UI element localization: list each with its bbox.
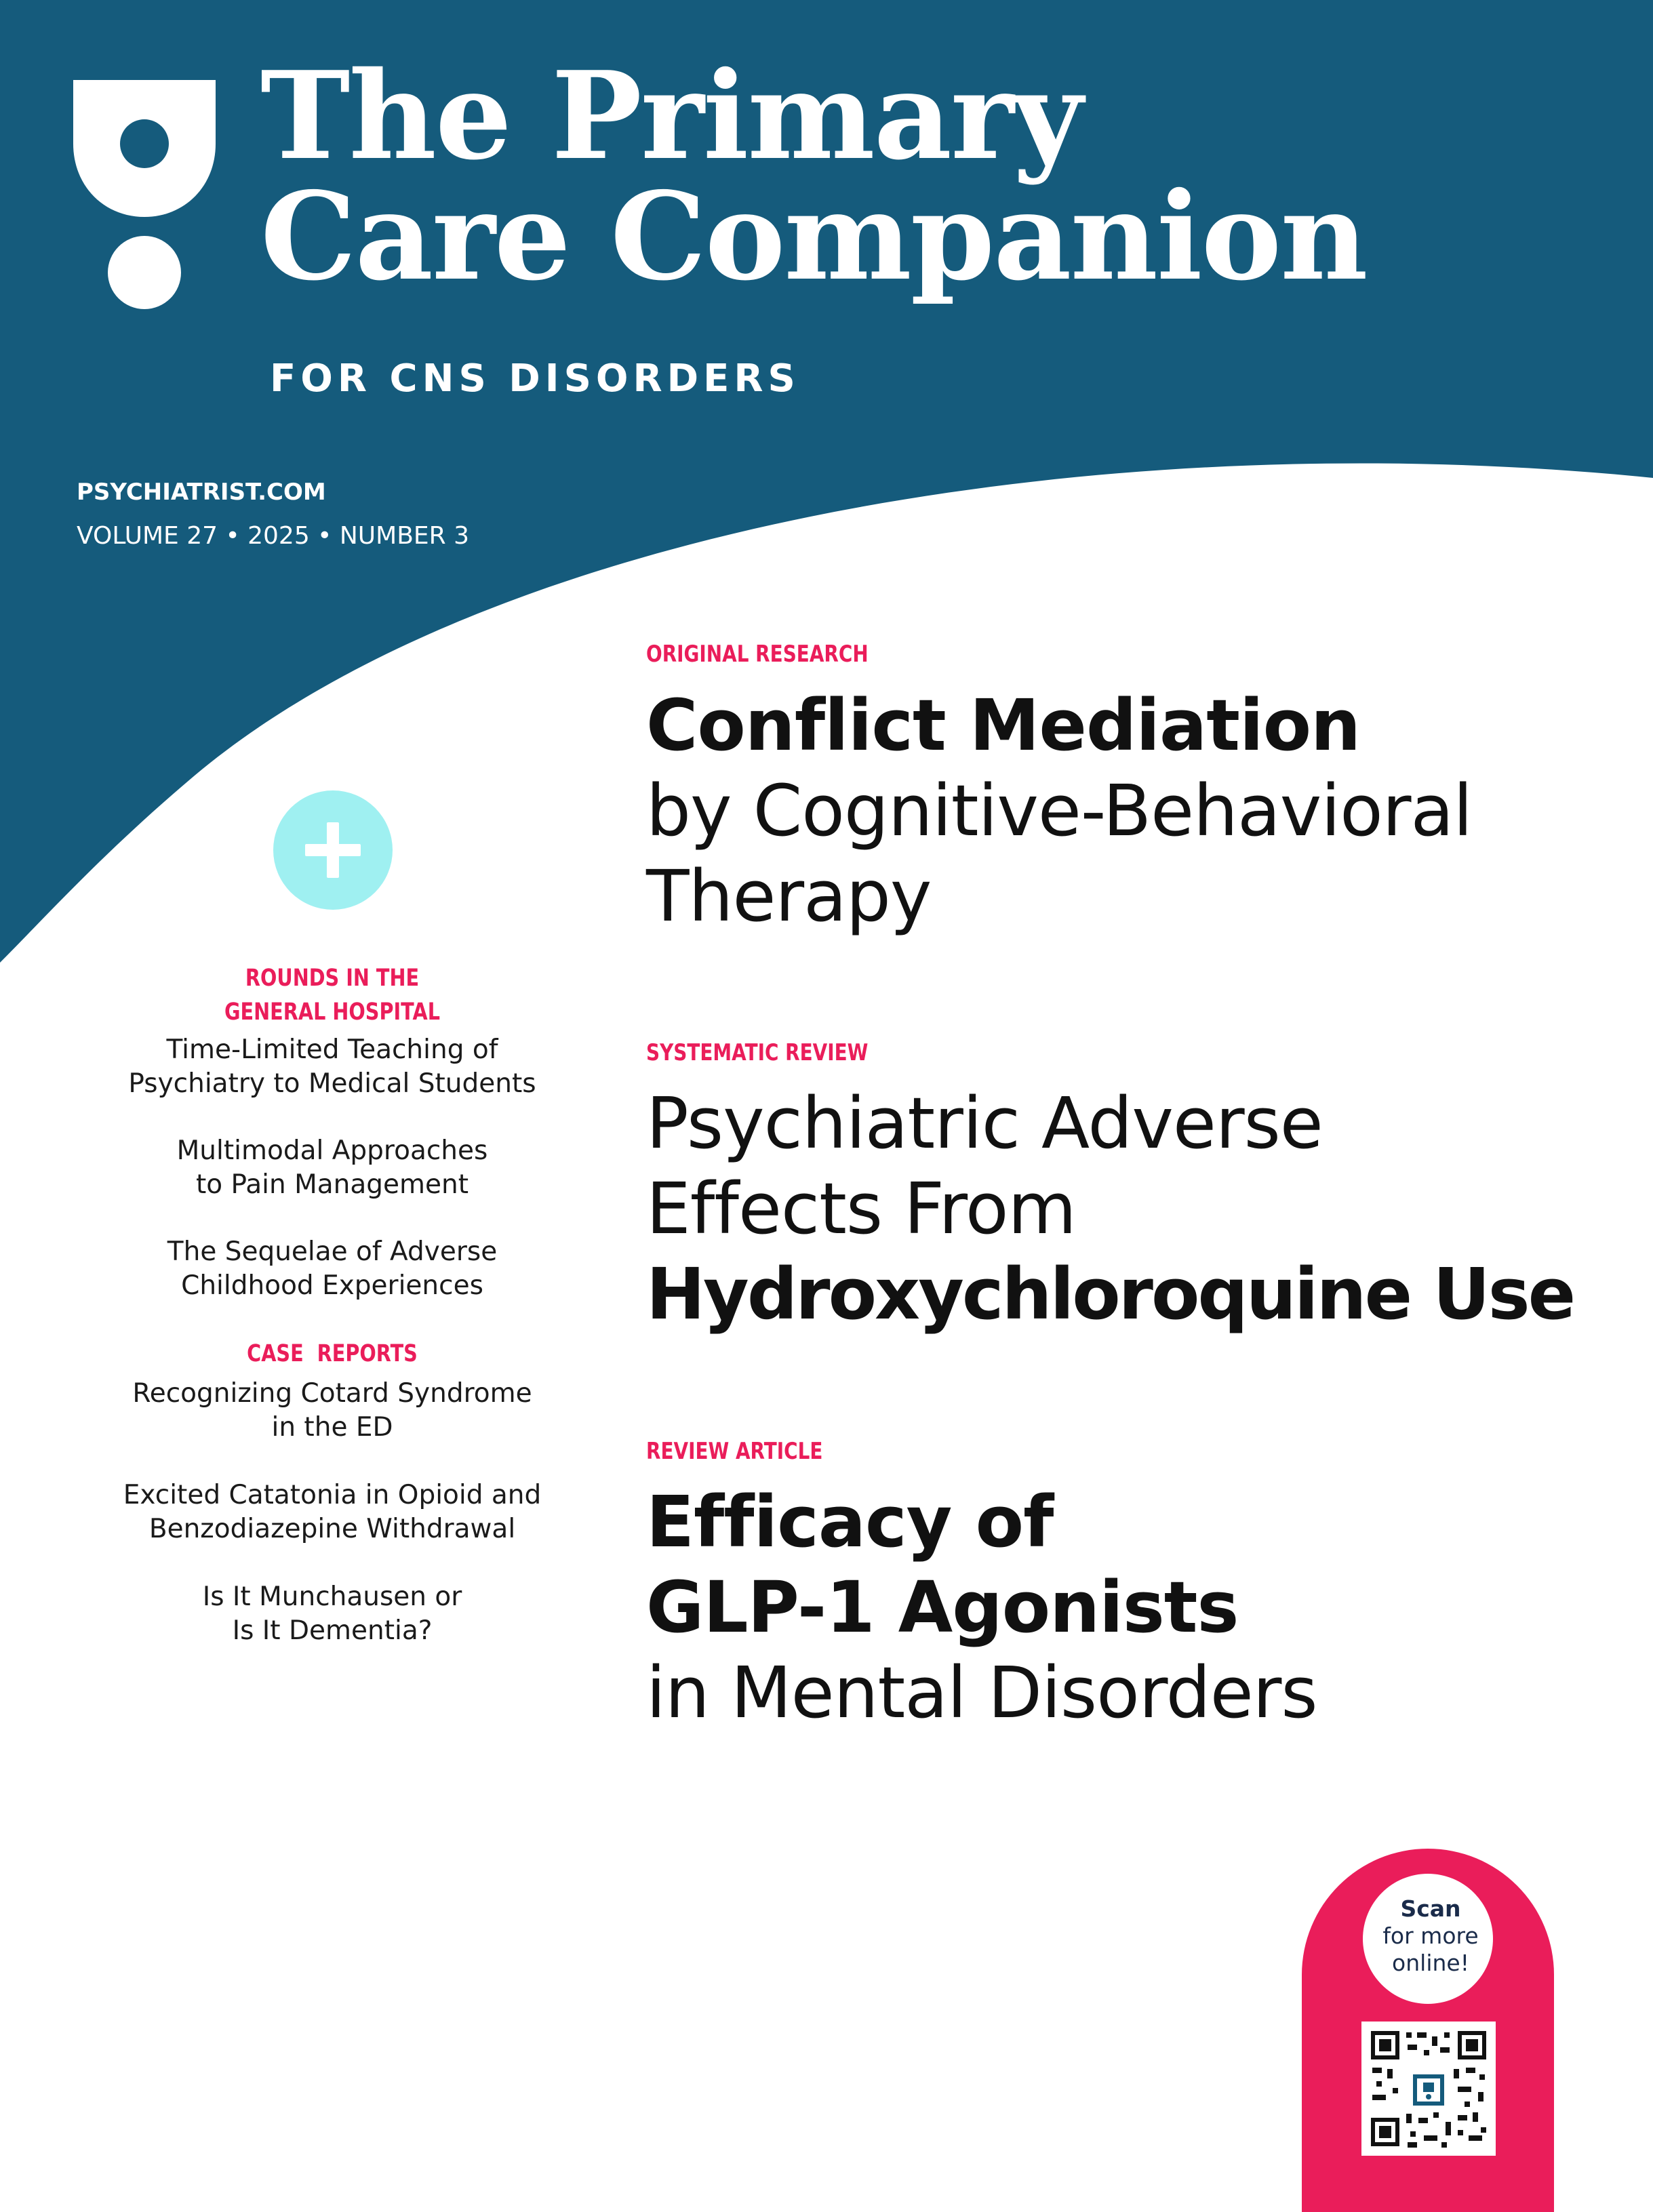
sidebar-case-report[interactable] [81,1580,583,1648]
sidebar-heading-line1: ROUNDS IN THE [245,965,420,992]
journal-title-line2: Care Companion [260,165,1367,307]
journal-subtitle: FOR CNS DISORDERS [270,357,800,401]
sidebar-article[interactable] [81,1235,583,1303]
headline-line1: Efficacy of [646,1481,1054,1563]
sidebar-article-line2: Psychiatry to Medical Students [128,1068,536,1099]
sidebar-section-heading [81,961,583,1029]
headline-line3: Hydroxychloroquine Use [646,1253,1574,1335]
sidebar-article-line1: The Sequelae of Adverse [167,1236,498,1267]
headline-line1: Conflict Mediation [646,684,1361,767]
feature-category: REVIEW ARTICLE [646,1438,823,1465]
sidebar-case-line1: Excited Catatonia in Opioid and [123,1480,542,1510]
issue-info: VOLUME 27 • 2025 • NUMBER 3 [77,522,470,550]
qr-label-line2: for more [1382,1923,1479,1949]
sidebar-case-report[interactable] [81,1479,583,1546]
sidebar-case-line2: in the ED [271,1412,393,1443]
feature-category: SYSTEMATIC REVIEW [646,1039,869,1066]
sidebar-case-line2: Is It Dementia? [232,1615,433,1646]
journal-title-line1: The Primary [260,45,1082,186]
sidebar-case-report[interactable] [81,1377,583,1445]
headline-line3: Therapy [646,855,932,938]
case-reports-heading: CASE REPORTS [247,1340,418,1367]
sidebar-case-line1: Is It Munchausen or [202,1582,462,1612]
sidebar-case-line2: Benzodiazepine Withdrawal [148,1514,516,1544]
sidebar-article-line2: to Pain Management [195,1169,469,1200]
sidebar-article-line1: Time-Limited Teaching of [166,1034,498,1065]
headline-line2: Effects From [646,1167,1076,1250]
feature-headline[interactable] [646,1081,1574,1337]
journal-title [260,45,1367,307]
plus-icon [273,790,393,910]
qr-scan-label[interactable] [1368,1895,1493,1977]
feature-category: ORIGINAL RESEARCH [646,641,869,668]
qr-label-line1: Scan [1400,1895,1461,1922]
sidebar-case-line1: Recognizing Cotard Syndrome [132,1378,532,1409]
sidebar-article[interactable] [81,1134,583,1202]
sidebar-article[interactable] [81,1033,583,1101]
headline-line2: by Cognitive-Behavioral [646,769,1473,852]
sidebar-article-line2: Childhood Experiences [181,1270,483,1301]
headline-line1: Psychiatric Adverse [646,1082,1323,1165]
sidebar-case-reports-heading [81,1337,583,1371]
headline-line3: in Mental Disorders [646,1651,1317,1734]
headline-line2: GLP-1 Agonists [646,1566,1239,1649]
feature-headline[interactable] [646,683,1472,939]
qr-label-line3: online! [1392,1950,1469,1976]
feature-headline[interactable] [646,1479,1317,1735]
website-link[interactable]: PSYCHIATRIST.COM [77,479,326,506]
sidebar-heading-line2: GENERAL HOSPITAL [224,999,441,1026]
sidebar-article-line1: Multimodal Approaches [176,1135,488,1166]
